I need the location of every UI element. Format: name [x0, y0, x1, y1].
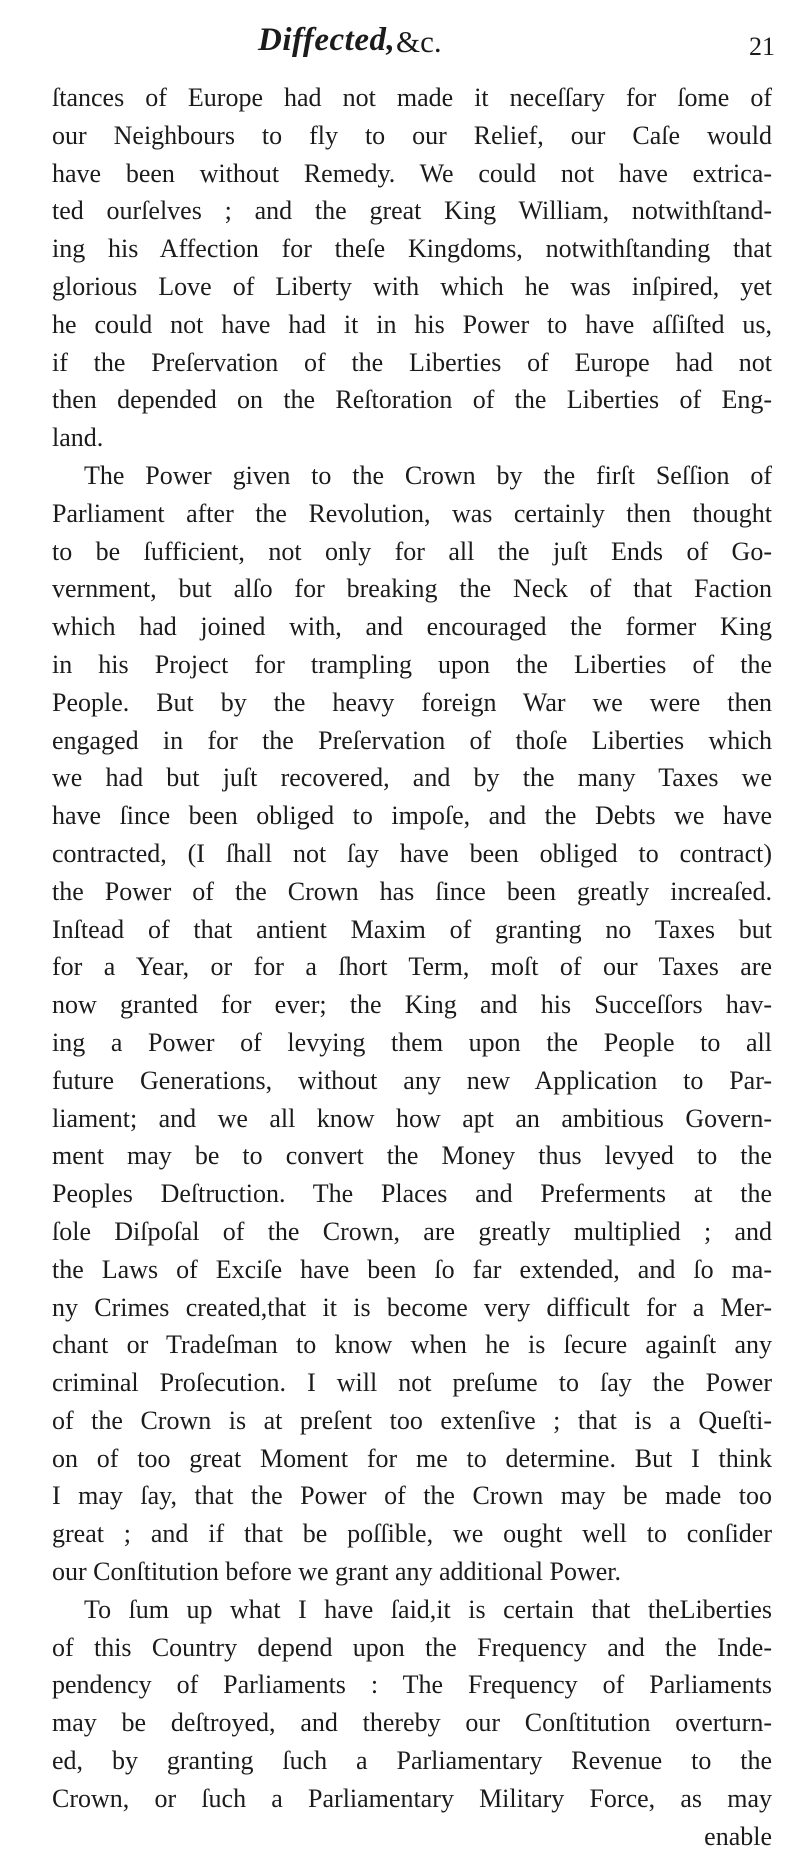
running-head: [0, 22, 800, 62]
text-line: may be deſtroyed, and thereby our Conſtitution overturn-: [52, 1708, 772, 1738]
text-line: have ſince been obliged to impoſe, and the Debts we have: [52, 801, 772, 831]
text-line: engaged in for the Preſervation of thoſe Liberties which: [52, 725, 772, 755]
text-line: ing a Power of levying them upon the People to all: [52, 1027, 772, 1057]
page-number: 21: [749, 32, 775, 61]
text-line: ing his Affection for theſe Kingdoms, notwithſtanding that: [52, 234, 772, 264]
text-line: ted ourſelves ; and the great King William, notwithſtand-: [52, 196, 772, 226]
text-line: then depended on the Reſtoration of the Liberties of Eng-: [52, 385, 772, 415]
text-line: glorious Love of Liberty with which he was inſpired, yet: [52, 271, 772, 301]
text-line: have been without Remedy. We could not have extrica-: [52, 158, 772, 188]
catchword: enable: [704, 1821, 772, 1851]
text-line: to be ſufficient, not only for all the juſt Ends of Go-: [52, 536, 772, 566]
text-line: I may ſay, that the Power of the Crown may be made too: [52, 1481, 772, 1511]
text-line: the Laws of Exciſe have been ſo far extended, and ſo ma-: [52, 1254, 772, 1284]
text-line: Peoples Deſtruction. The Places and Preferments at the: [52, 1179, 772, 1209]
paragraph-start-line: To ſum up what I have ſaid,it is certain that theLiberties: [84, 1594, 772, 1624]
text-line: criminal Proſecution. I will not preſume to ſay the Power: [52, 1368, 772, 1398]
text-line: ny Crimes created,that it is become very difficult for a Mer-: [52, 1292, 772, 1322]
text-line: if the Preſervation of the Liberties of Europe had not: [52, 347, 772, 377]
text-line: vernment, but alſo for breaking the Neck of that Faction: [52, 574, 772, 604]
text-line: Inſtead of that antient Maxim of granting no Taxes but: [52, 914, 772, 944]
text-line: Crown, or ſuch a Parliamentary Military Force, as may: [52, 1783, 772, 1813]
body-text: [52, 79, 772, 1855]
paragraph-start-line: The Power given to the Crown by the firſt Seſſion of: [84, 460, 772, 490]
text-line: in his Project for trampling upon the Liberties of the: [52, 649, 772, 679]
text-line: which had joined with, and encouraged the former King: [52, 612, 772, 642]
text-line: chant or Tradeſman to know when he is ſecure againſt any: [52, 1330, 772, 1360]
text-line: now granted for ever; the King and his Succeſſors hav-: [52, 990, 772, 1020]
running-head-title: Diffected,: [258, 22, 396, 58]
text-line: contracted, (I ſhall not ſay have been obliged to contract): [52, 838, 772, 868]
text-line: on of too great Moment for me to determine. But I think: [52, 1443, 772, 1473]
running-head-etc: &c.: [396, 24, 442, 59]
text-line: our Conſtitution before we grant any additional Power.: [52, 1557, 621, 1587]
text-line: he could not have had it in his Power to have aſſiſted us,: [52, 309, 772, 339]
text-line: ſole Diſpoſal of the Crown, are greatly multiplied ; and: [52, 1216, 772, 1246]
text-line: ed, by granting ſuch a Parliamentary Revenue to the: [52, 1746, 772, 1776]
text-line: great ; and if that be poſſible, we ought well to conſider: [52, 1519, 772, 1549]
text-line: ſtances of Europe had not made it neceſſary for ſome of: [52, 83, 772, 112]
text-line: for a Year, or for a ſhort Term, moſt of our Taxes are: [52, 952, 772, 982]
text-line: liament; and we all know how apt an ambitious Govern-: [52, 1103, 772, 1133]
text-line: our Neighbours to fly to our Relief, our Caſe would: [52, 120, 772, 150]
text-line: pendency of Parliaments : The Frequency of Parliaments: [52, 1670, 772, 1700]
text-line: of the Crown is at preſent too extenſive ; that is a Queſti-: [52, 1405, 772, 1435]
text-line: land.: [52, 423, 104, 453]
text-line: we had but juſt recovered, and by the many Taxes we: [52, 763, 772, 793]
text-line: future Generations, without any new Application to Par-: [52, 1065, 772, 1095]
text-line: Parliament after the Revolution, was certainly then thought: [52, 498, 772, 528]
text-line: ment may be to convert the Money thus levyed to the: [52, 1141, 772, 1171]
text-line: the Power of the Crown has ſince been greatly increaſed.: [52, 876, 772, 906]
text-line: of this Country depend upon the Frequency and the Inde-: [52, 1632, 772, 1662]
text-line: People. But by the heavy foreign War we were then: [52, 687, 772, 717]
